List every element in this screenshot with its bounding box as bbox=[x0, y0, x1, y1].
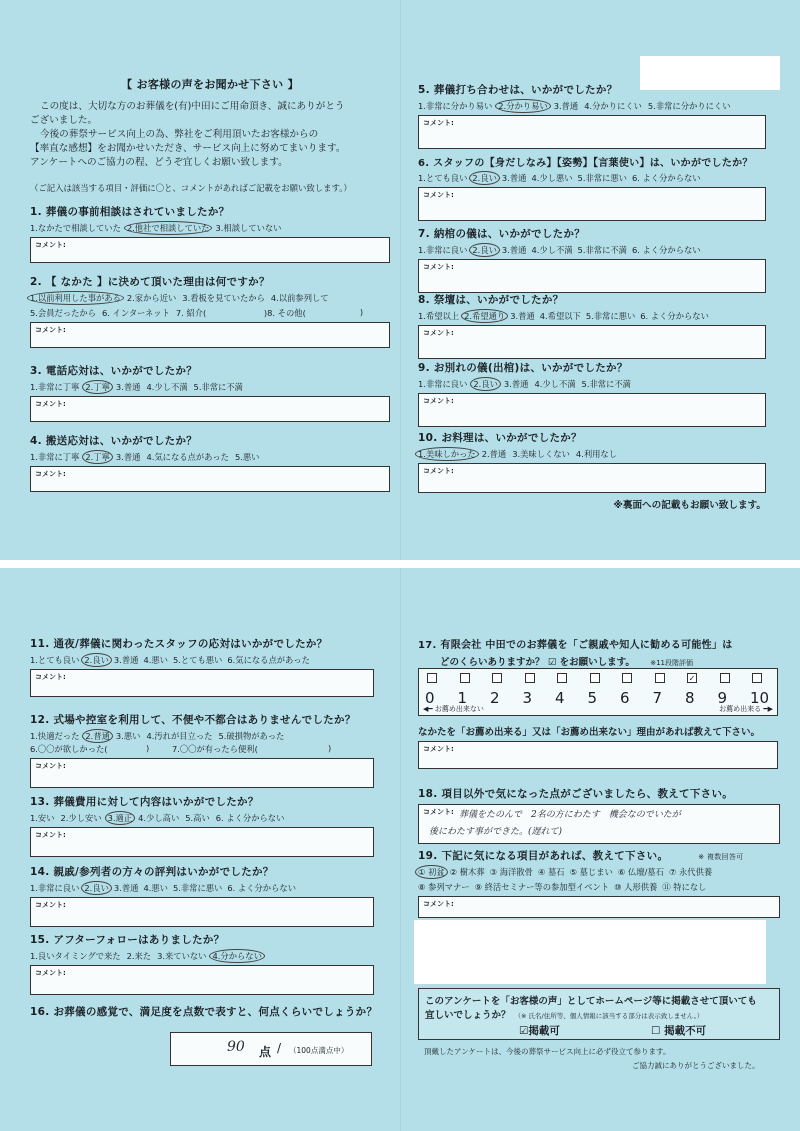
q19-note: ※ 複数回答可 bbox=[698, 853, 744, 861]
q18-handwritten-line-2: 後にわたす事ができた。(遅れて) bbox=[429, 827, 563, 837]
q6-option-4[interactable]: 4.少し悪い bbox=[531, 173, 573, 183]
q15-option-2[interactable]: 2.来た bbox=[126, 951, 152, 961]
q19-option-2[interactable]: ② 樹木葬 bbox=[449, 867, 485, 877]
q14-option-4[interactable]: 4.悪い bbox=[143, 883, 168, 893]
fold-line bbox=[400, 568, 401, 1131]
q12-option-1[interactable]: 1.快適だった bbox=[30, 731, 80, 741]
survey-title: 【 お客様の声をお聞かせ下さい 】 bbox=[121, 78, 299, 91]
q14-option-2-selected[interactable]: 2.良い bbox=[81, 881, 112, 895]
q8-option-3[interactable]: 3.普通 bbox=[510, 311, 535, 321]
q8-option-1[interactable]: 1.希望以上 bbox=[418, 311, 460, 321]
question-8-options bbox=[418, 310, 766, 322]
nps-number-4: 4 bbox=[555, 689, 565, 707]
q14-option-3[interactable]: 3.普通 bbox=[113, 883, 139, 893]
question-5 bbox=[418, 82, 766, 149]
q17-reason-question: なかたを「お薦め出来る」又は「お薦め出来ない」理由があれば教えて下さい。 bbox=[418, 727, 761, 738]
question-5-options bbox=[418, 100, 766, 112]
question-12-options-row1 bbox=[30, 730, 374, 742]
q11-comment-box[interactable]: コメント: bbox=[30, 669, 374, 697]
q9-option-4[interactable]: 4.少し不満 bbox=[534, 379, 576, 389]
q19-option-4[interactable]: ④ 墓石 bbox=[537, 867, 565, 877]
question-11 bbox=[30, 636, 374, 697]
q19-option-3[interactable]: ③ 海洋散骨 bbox=[489, 867, 533, 877]
question-1-title: 1. 葬儀の事前相談はされていましたか？ bbox=[30, 206, 230, 218]
q18-comment-box[interactable]: コメント: 葬儀をたのんで 2名の方にわたす 機会なのでいたが 後にわたす事ができた。(遅れて) bbox=[418, 804, 780, 844]
question-2-options-row1 bbox=[30, 292, 390, 304]
q3-option-3[interactable]: 3.普通 bbox=[115, 382, 141, 392]
q10-option-2[interactable]: 2.普通 bbox=[481, 449, 507, 459]
q11-option-3[interactable]: 3.普通 bbox=[113, 655, 139, 665]
q14-option-5[interactable]: 5.非常に悪い bbox=[172, 883, 223, 893]
publish-question-line-1: このアンケートを「お客様の声」としてホームページ等に掲載させて頂いても bbox=[425, 996, 757, 1007]
q11-option-5[interactable]: 5.とても悪い bbox=[172, 655, 223, 665]
question-7-options bbox=[418, 244, 766, 256]
q9-option-2-selected[interactable]: 2.良い bbox=[470, 377, 501, 391]
q19-option-11[interactable]: ⑪ 特になし bbox=[662, 882, 707, 892]
q15-option-4-selected[interactable]: 4.分からない bbox=[209, 949, 264, 963]
q19-option-9[interactable]: ⑨ 終活セミナー等の参加型イベント bbox=[474, 882, 610, 892]
q19-option-6[interactable]: ⑥ 仏壇/墓石 bbox=[617, 867, 664, 877]
nps-number-9: 9 bbox=[717, 689, 728, 707]
question-10 bbox=[418, 430, 766, 511]
question-1 bbox=[30, 204, 390, 263]
q7-option-1[interactable]: 1.非常に良い bbox=[418, 245, 468, 255]
q14-comment-box[interactable]: コメント: bbox=[30, 897, 374, 927]
q15-option-3[interactable]: 3.来ていない bbox=[157, 951, 207, 961]
q13-option-2[interactable]: 2.少し安い bbox=[60, 813, 102, 823]
question-5-title: 5. 葬儀打ち合わせは、いかがでしたか？ bbox=[418, 84, 618, 96]
nps-number-3: 3 bbox=[522, 689, 533, 707]
instruction-text: （ご記入は該当する項目・評価に〇と、コメントがあればご記載をお願い致します。） bbox=[30, 183, 352, 193]
q19-comment-box[interactable]: コメント: bbox=[418, 896, 780, 918]
q12-option-7-close: ) bbox=[328, 743, 332, 753]
check-mark-icon: ☑ bbox=[547, 657, 557, 668]
q2-option-6[interactable]: 6. インターネット bbox=[102, 308, 170, 318]
survey-sheet-back bbox=[0, 568, 800, 1131]
q12-option-6-close: ) bbox=[146, 743, 150, 753]
q6-option-2-selected[interactable]: 2.良い bbox=[469, 171, 500, 185]
q5-option-3[interactable]: 3.普通 bbox=[553, 101, 579, 111]
q6-comment-box[interactable]: コメント: bbox=[418, 187, 766, 221]
q1-option-2-selected[interactable]: 2.他社で相談していた bbox=[124, 221, 213, 235]
q2-comment-box[interactable]: コメント: bbox=[30, 322, 390, 348]
q2-option-8-close: ) bbox=[359, 307, 364, 317]
question-14 bbox=[30, 864, 374, 927]
question-6-title: 6. スタッフの【身だしなみ】【姿勢】【言葉使い】は、いかがでしたか？ bbox=[418, 158, 753, 169]
q5-option-1[interactable]: 1.非常に分かり易い bbox=[418, 101, 493, 111]
q2-option-4[interactable]: 4.以前参列して bbox=[270, 293, 329, 303]
nps-number-6: 6 bbox=[620, 689, 630, 707]
question-2 bbox=[30, 274, 390, 348]
q7-option-5[interactable]: 5.非常に不満 bbox=[577, 245, 627, 255]
question-17-title: 17. 有限会社 中田でのお葬儀を「ご親戚や知人に勧める可能性」は bbox=[418, 640, 733, 651]
publish-ok-option[interactable]: ☑掲載可 bbox=[519, 1025, 560, 1037]
q13-option-3-selected[interactable]: 3.適正 bbox=[105, 811, 136, 825]
q13-option-5[interactable]: 5.高い bbox=[185, 813, 210, 823]
question-11-title: 11. 通夜/葬儀に関わったスタッフの応対はいかがでしたか？ bbox=[30, 638, 328, 650]
publish-question-line-2: 宜しいでしょうか？ （※ 氏名/住所等、個人情報に該当する部分は表示致しません。） bbox=[425, 1010, 704, 1021]
q7-option-2-selected[interactable]: 2.良い bbox=[469, 243, 500, 257]
question-13 bbox=[30, 794, 374, 857]
question-7-title: 7. 納棺の儀は、いかがでしたか？ bbox=[418, 228, 586, 240]
q11-option-4[interactable]: 4.悪い bbox=[143, 655, 168, 665]
q17-scale-note: ※11段階評価 bbox=[650, 659, 694, 667]
q15-comment-box[interactable]: コメント: bbox=[30, 965, 374, 995]
question-3 bbox=[30, 363, 390, 422]
nps-number-0: 0 bbox=[425, 689, 435, 707]
q1-comment-box[interactable]: コメント: bbox=[30, 237, 390, 263]
question-12-title: 12. 式場や控室を利用して、不便や不都合はありませんでしたか？ bbox=[30, 714, 356, 726]
footer-line-1: 頂戴したアンケートは、今後の葬祭サービス向上に必ず役立て参ります。 bbox=[424, 1047, 671, 1056]
question-15-title: 15. アフターフォローはありましたか？ bbox=[30, 934, 225, 946]
question-15-options bbox=[30, 950, 374, 962]
q4-option-5[interactable]: 5.悪い bbox=[234, 452, 260, 462]
nps-checkbox-3[interactable] bbox=[525, 673, 535, 683]
q5-comment-box[interactable]: コメント: bbox=[418, 115, 766, 149]
survey-sheet-front bbox=[0, 0, 800, 560]
question-19-options-row2 bbox=[418, 881, 780, 893]
q3-option-2-selected[interactable]: 2.丁寧 bbox=[82, 380, 113, 394]
nps-right-label: お薦め出来る ━▶ bbox=[719, 705, 773, 713]
publish-consent-box bbox=[418, 988, 780, 1040]
nps-number-7: 7 bbox=[652, 689, 663, 707]
q4-option-3[interactable]: 3.普通 bbox=[115, 452, 141, 462]
question-19-title: 19. 下記に気になる項目があれば、教えて下さい。 ※ 複数回答可 bbox=[418, 850, 744, 862]
q11-option-6[interactable]: 6.気になる点があった bbox=[227, 655, 310, 665]
question-14-title: 14. 親戚/参列者の方々の評判はいかがでしたか？ bbox=[30, 866, 274, 878]
q12-option-3[interactable]: 3.悪い bbox=[115, 731, 141, 741]
q12-option-2-selected[interactable]: 2.普通 bbox=[82, 729, 113, 743]
q6-option-5[interactable]: 5.非常に悪い bbox=[577, 173, 627, 183]
q13-option-6[interactable]: 6. よく分からない bbox=[215, 813, 285, 823]
q9-option-3[interactable]: 3.普通 bbox=[503, 379, 529, 389]
nps-number-5: 5 bbox=[587, 689, 598, 707]
question-13-options bbox=[30, 812, 374, 824]
q7-comment-box[interactable]: コメント: bbox=[418, 259, 766, 293]
question-8 bbox=[418, 292, 766, 359]
q9-option-1[interactable]: 1.非常に良い bbox=[418, 379, 468, 389]
q5-option-4[interactable]: 4.分かりにくい bbox=[584, 101, 642, 111]
q12-option-5[interactable]: 5.破損物があった bbox=[218, 731, 285, 741]
q6-option-6[interactable]: 6. よく分からない bbox=[631, 173, 701, 183]
q14-option-6[interactable]: 6. よく分からない bbox=[227, 883, 296, 893]
question-11-options bbox=[30, 654, 374, 666]
q19-option-10[interactable]: ⑩ 人形供養 bbox=[614, 882, 658, 892]
intro-text: この度は、大切な方のお葬儀を(有)中田にご用命頂き、誠にありがとう ございました。 今後の葬祭サービス向上の為、弊社をご利用頂いたお客様からの 【率直な感想】をお聞かせいただき、サービス向上に努めてまいります。 アンケートへのご協力の程、どうぞ宜しくお願い致します。 bbox=[30, 101, 346, 168]
q15-option-1[interactable]: 1.良いタイミングで来た bbox=[30, 951, 121, 961]
q5-option-2-selected[interactable]: 2.分かり易い bbox=[495, 99, 550, 113]
q5-option-5[interactable]: 5.非常に分かりにくい bbox=[647, 101, 731, 111]
nps-left-label: ◀━ お薦め出来ない bbox=[423, 705, 484, 713]
question-4 bbox=[30, 433, 390, 492]
q7-option-6[interactable]: 6. よく分からない bbox=[631, 245, 701, 255]
question-2-title: 2. 【 なかた 】に決めて頂いた理由は何ですか？ bbox=[30, 276, 270, 288]
q19-option-7[interactable]: ⑦ 永代供養 bbox=[668, 867, 713, 877]
q19-option-5[interactable]: ⑤ 墓じまい bbox=[569, 867, 613, 877]
q13-comment-box[interactable]: コメント: bbox=[30, 827, 374, 857]
back-page-note: ※裏面への記載もお願い致します。 bbox=[613, 500, 766, 511]
q10-option-1-selected[interactable]: 1.美味しかった bbox=[415, 447, 479, 461]
question-6 bbox=[418, 154, 766, 221]
question-18 bbox=[418, 786, 780, 844]
question-3-options bbox=[30, 381, 390, 393]
q12-comment-box[interactable]: コメント: bbox=[30, 758, 374, 788]
q18-handwritten-line-1: 葬儀をたのんで 2名の方にわたす 機会なのでいたが bbox=[459, 810, 681, 820]
nps-checkbox-0[interactable] bbox=[427, 673, 437, 683]
q11-option-1[interactable]: 1.とても良い bbox=[30, 655, 80, 665]
nps-scale bbox=[418, 668, 778, 716]
q10-option-3[interactable]: 3.美味しくない bbox=[512, 449, 570, 459]
q16-score-box[interactable] bbox=[170, 1032, 372, 1066]
nps-checkbox-10[interactable] bbox=[752, 673, 762, 683]
question-6-options bbox=[418, 172, 766, 184]
q9-comment-box[interactable]: コメント: bbox=[418, 393, 766, 427]
q13-option-1[interactable]: 1.安い bbox=[30, 813, 55, 823]
question-17 bbox=[418, 636, 780, 753]
q2-option-5[interactable]: 5.会員だったから bbox=[30, 308, 96, 318]
q13-option-4[interactable]: 4.少し高い bbox=[138, 813, 180, 823]
nps-number-2: 2 bbox=[490, 689, 500, 707]
q2-option-7[interactable]: 7. 紹介( bbox=[175, 308, 207, 318]
question-8-title: 8. 祭壇は、いかがでしたか？ bbox=[418, 294, 564, 306]
fold-line bbox=[400, 0, 401, 560]
q2-option-3[interactable]: 3.看板を見ていたから bbox=[182, 293, 265, 303]
question-14-options bbox=[30, 882, 374, 894]
q6-option-3[interactable]: 3.普通 bbox=[501, 173, 527, 183]
question-16-title: 16. お葬儀の感覚で、満足度を点数で表すと、何点くらいでしょうか？ bbox=[30, 1006, 378, 1018]
q12-option-4[interactable]: 4.汚れが目立った bbox=[146, 731, 213, 741]
question-2-options-row2 bbox=[30, 307, 390, 319]
q2-option-8[interactable]: )8. その他( bbox=[263, 308, 306, 318]
empty-box-icon: ☐ bbox=[651, 1025, 665, 1037]
q19-option-8[interactable]: ⑧ 参列マナー bbox=[418, 882, 470, 892]
question-19-options-row1 bbox=[418, 866, 780, 878]
question-13-title: 13. 葬儀費用に対して内容はいかがでしたか？ bbox=[30, 796, 259, 808]
footer-line-2: ご協力誠にありがとうございました。 bbox=[632, 1061, 760, 1070]
question-9-title: 9. お別れの儀(出棺)は、いかがでしたか？ bbox=[418, 362, 628, 374]
q8-comment-box[interactable]: コメント: bbox=[418, 325, 766, 359]
q7-option-4[interactable]: 4.少し不満 bbox=[531, 245, 573, 255]
nps-checkbox-4[interactable] bbox=[557, 673, 567, 683]
q4-option-2-selected[interactable]: 2.丁寧 bbox=[82, 450, 113, 464]
q2-option-2[interactable]: 2.家から近い bbox=[126, 293, 177, 303]
nps-checkbox-7[interactable] bbox=[655, 673, 665, 683]
nps-number-1: 1 bbox=[457, 689, 468, 707]
publish-ng-option[interactable]: ☐ 掲載不可 bbox=[651, 1025, 707, 1037]
q17-comment-box[interactable]: コメント: bbox=[418, 741, 778, 769]
q9-option-5[interactable]: 5.非常に不満 bbox=[581, 379, 631, 389]
front-left-column bbox=[30, 76, 390, 478]
q12-option-7[interactable]: 7.〇〇が有ったら便利( bbox=[172, 744, 258, 754]
q16-max-note: （100点満点中） bbox=[289, 1046, 349, 1055]
q10-comment-box[interactable]: コメント: bbox=[418, 463, 766, 493]
nps-number-10: 10 bbox=[750, 689, 770, 707]
q11-option-2-selected[interactable]: 2.良い bbox=[81, 653, 112, 667]
q8-option-2-selected[interactable]: 2.希望通り bbox=[461, 309, 508, 323]
q19-option-1-selected[interactable]: ① 初盆 bbox=[415, 865, 448, 879]
q8-option-5[interactable]: 5.非常に悪い bbox=[585, 311, 636, 321]
q4-comment-box[interactable]: コメント: bbox=[30, 466, 390, 492]
redaction-box bbox=[414, 920, 766, 984]
q16-score-unit: 点 bbox=[259, 1045, 272, 1059]
checked-box-icon: ☑ bbox=[519, 1025, 529, 1037]
question-4-title: 4. 搬送応対は、いかがでしたか？ bbox=[30, 435, 198, 447]
q3-option-1[interactable]: 1.非常に丁寧 bbox=[30, 382, 80, 392]
q14-option-1[interactable]: 1.非常に良い bbox=[30, 883, 80, 893]
q8-option-4[interactable]: 4.希望以下 bbox=[539, 311, 581, 321]
question-1-options bbox=[30, 222, 390, 234]
q7-option-3[interactable]: 3.普通 bbox=[501, 245, 527, 255]
question-10-options bbox=[418, 448, 766, 460]
q3-option-4[interactable]: 4.少し不満 bbox=[146, 382, 188, 392]
nps-checkbox-2[interactable] bbox=[492, 673, 502, 683]
question-3-title: 3. 電話応対は、いかがでしたか？ bbox=[30, 365, 198, 377]
question-16 bbox=[30, 1004, 378, 1059]
nps-checkbox-5[interactable] bbox=[590, 673, 600, 683]
question-15 bbox=[30, 932, 374, 995]
question-7 bbox=[418, 226, 766, 293]
question-19 bbox=[418, 848, 780, 918]
question-12-options-row2 bbox=[30, 743, 374, 755]
q8-option-6[interactable]: 6. よく分からない bbox=[640, 311, 709, 321]
q1-option-1[interactable]: 1.なかたで相談していた bbox=[30, 223, 121, 233]
nps-checkbox-8[interactable]: ✓ bbox=[688, 674, 696, 683]
q3-comment-box[interactable]: コメント: bbox=[30, 396, 390, 422]
q4-option-4[interactable]: 4.気になる点があった bbox=[146, 452, 229, 462]
question-9-options bbox=[418, 378, 766, 390]
nps-checkbox-9[interactable] bbox=[720, 673, 730, 683]
question-17-subtitle: どのくらいありますか？ ☑ をお願いします。 ※11段階評価 bbox=[440, 657, 694, 668]
q2-option-1-selected[interactable]: 1.以前利用した事がある bbox=[27, 291, 124, 305]
q4-option-1[interactable]: 1.非常に丁寧 bbox=[30, 452, 80, 462]
q1-option-3[interactable]: 3.相談していない bbox=[215, 223, 282, 233]
nps-checkbox-6[interactable] bbox=[622, 673, 632, 683]
q3-option-5[interactable]: 5.非常に不満 bbox=[193, 382, 243, 392]
q10-option-4[interactable]: 4.利用なし bbox=[575, 449, 618, 459]
nps-number-8: 8 bbox=[685, 689, 695, 707]
nps-checkbox-1[interactable] bbox=[460, 673, 470, 683]
question-9 bbox=[418, 360, 766, 427]
q6-option-1[interactable]: 1.とても良い bbox=[418, 173, 468, 183]
question-18-title: 18. 項目以外で気になった点がございましたら、教えて下さい。 bbox=[418, 788, 734, 800]
q16-slash: / bbox=[277, 1041, 282, 1055]
question-4-options bbox=[30, 451, 390, 463]
question-12 bbox=[30, 712, 374, 788]
q12-option-6[interactable]: 6.〇〇が欲しかった( bbox=[30, 744, 108, 754]
q16-score-value: 90 bbox=[227, 1039, 245, 1055]
question-10-title: 10. お料理は、いかがでしたか？ bbox=[418, 432, 582, 444]
